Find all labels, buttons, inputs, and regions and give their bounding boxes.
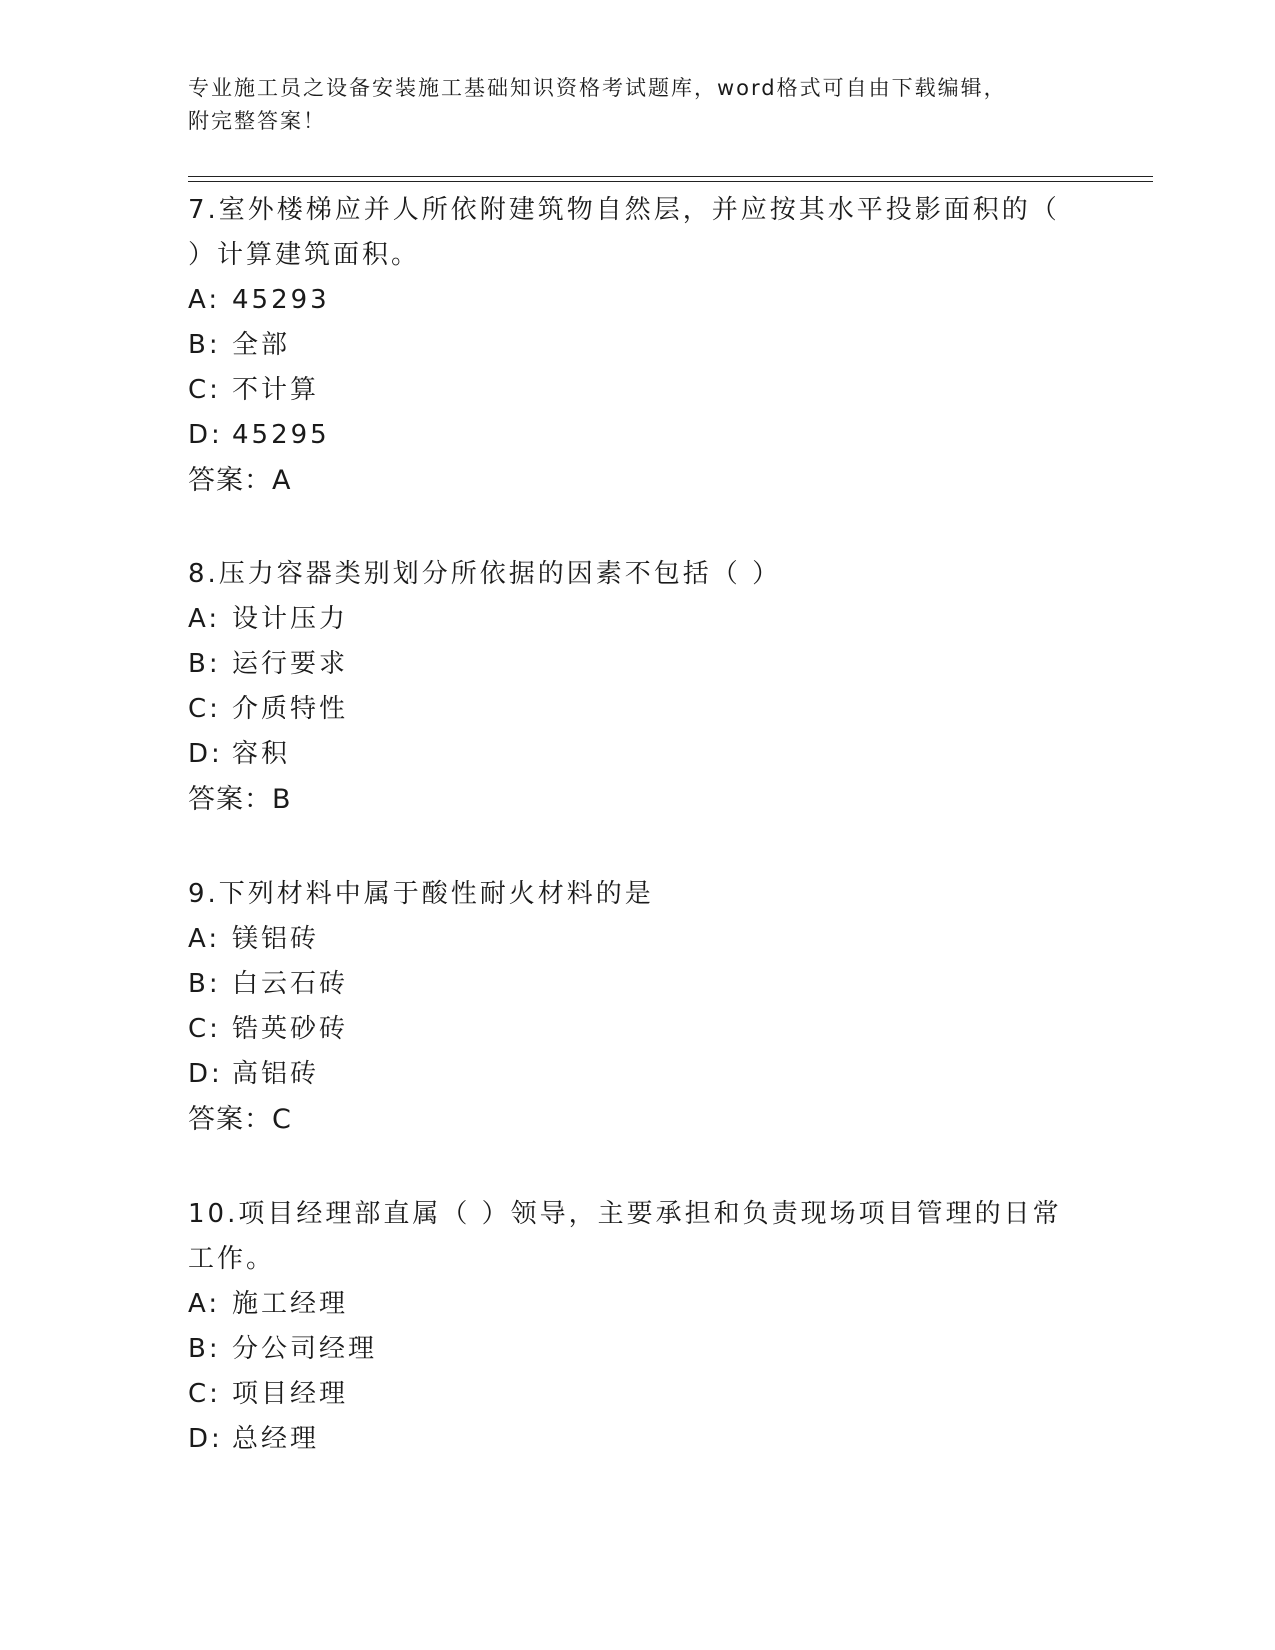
- option-text: 总经理: [232, 1424, 320, 1454]
- option-letter: D:: [188, 1424, 223, 1454]
- option-text: 45295: [232, 420, 330, 450]
- option-text: 镁铝砖: [232, 924, 320, 954]
- option-letter: A:: [188, 285, 221, 315]
- answer-line: 答案：C: [188, 1104, 292, 1135]
- option-d: [188, 1417, 1068, 1462]
- header-divider-bottom: [188, 181, 1153, 182]
- question-stem-line-1: 8.压力容器类别划分所依据的因素不包括（ ）: [188, 559, 782, 589]
- option-text: 施工经理: [232, 1289, 349, 1319]
- option-b: [188, 962, 1068, 1007]
- option-text: 分公司经理: [232, 1334, 378, 1364]
- header-line-1: 专业施工员之设备安装施工基础知识资格考试题库，word格式可自由下载编辑，: [188, 76, 1007, 100]
- option-b: [188, 642, 1068, 687]
- option-letter: B:: [188, 649, 221, 679]
- option-letter: C:: [188, 375, 221, 405]
- option-c: [188, 368, 1068, 413]
- option-letter: D:: [188, 1059, 223, 1089]
- option-b: [188, 323, 1068, 368]
- option-text: 高铝砖: [232, 1059, 320, 1089]
- option-text: 项目经理: [232, 1379, 349, 1409]
- option-text: 介质特性: [232, 694, 349, 724]
- option-text: 锆英砂砖: [232, 1014, 349, 1044]
- document-header: [188, 72, 1088, 138]
- answer-line: 答案：A: [188, 465, 292, 496]
- option-letter: A:: [188, 924, 221, 954]
- option-text: 白云石砖: [232, 969, 349, 999]
- question-10: [188, 1192, 1068, 1462]
- option-letter: C:: [188, 694, 221, 724]
- question-stem-line-2: ）计算建筑面积。: [188, 240, 421, 270]
- option-letter: B:: [188, 330, 221, 360]
- option-letter: D:: [188, 739, 223, 769]
- option-c: [188, 687, 1068, 732]
- option-letter: C:: [188, 1014, 221, 1044]
- option-text: 全部: [232, 330, 291, 360]
- option-d: [188, 1052, 1068, 1097]
- option-c: [188, 1372, 1068, 1417]
- option-text: 容积: [232, 739, 291, 769]
- option-letter: B:: [188, 969, 221, 999]
- option-c: [188, 1007, 1068, 1052]
- option-letter: D:: [188, 420, 223, 450]
- question-stem-line-1: 9.下列材料中属于酸性耐火材料的是: [188, 879, 654, 909]
- option-letter: A:: [188, 1289, 221, 1319]
- option-text: 45293: [232, 285, 330, 315]
- question-stem-line-1: 10.项目经理部直属（ ）领导，主要承担和负责现场项目管理的日常: [188, 1199, 1062, 1229]
- question-7: [188, 188, 1068, 503]
- option-d: [188, 732, 1068, 777]
- option-letter: B:: [188, 1334, 221, 1364]
- header-divider-top: [188, 176, 1153, 177]
- option-a: [188, 278, 1068, 323]
- option-d: [188, 413, 1068, 458]
- option-a: [188, 597, 1068, 642]
- question-8: [188, 552, 1068, 822]
- option-letter: C:: [188, 1379, 221, 1409]
- option-text: 不计算: [232, 375, 320, 405]
- question-stem-line-2: 工作。: [188, 1244, 276, 1274]
- option-text: 运行要求: [232, 649, 349, 679]
- option-a: [188, 917, 1068, 962]
- answer-line: 答案：B: [188, 784, 292, 815]
- question-9: [188, 872, 1068, 1142]
- option-a: [188, 1282, 1068, 1327]
- option-text: 设计压力: [232, 604, 349, 634]
- question-stem-line-1: 7.室外楼梯应并人所依附建筑物自然层，并应按其水平投影面积的（: [188, 195, 1060, 225]
- option-b: [188, 1327, 1068, 1372]
- header-line-2: 附完整答案！: [188, 109, 326, 133]
- option-letter: A:: [188, 604, 221, 634]
